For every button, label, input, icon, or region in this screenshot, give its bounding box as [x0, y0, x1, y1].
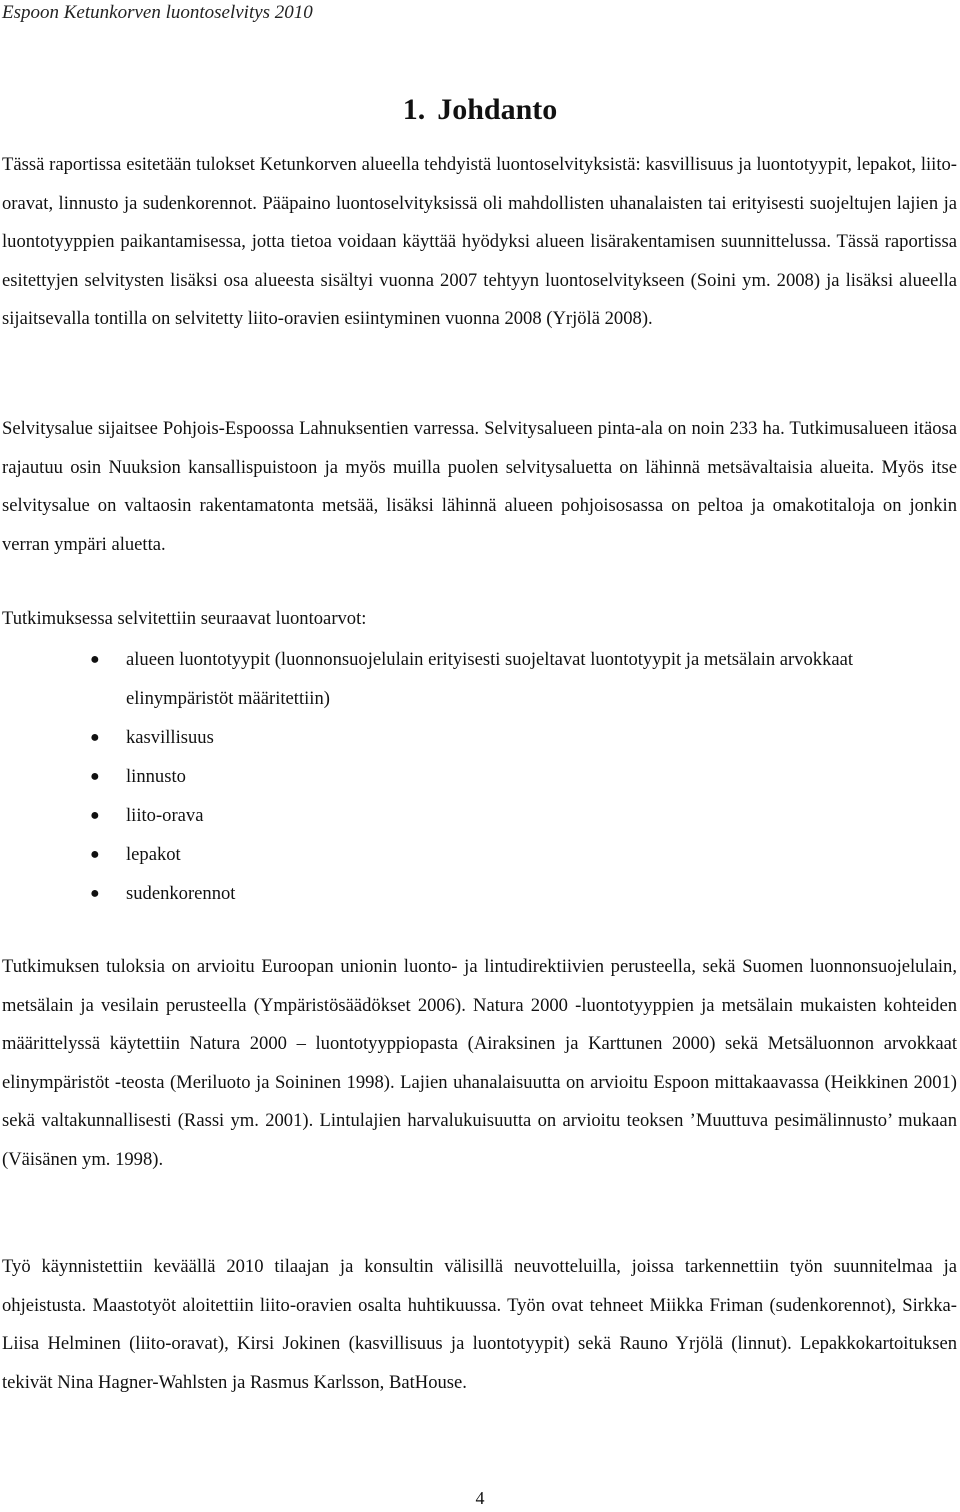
- study-area-paragraph: Selvitysalue sijaitsee Pohjois-Espoossa Lahnuksentien varressa. Selvitysalueen pinta-ala on noin 233 ha. Tutkimusalueen itäosa rajautuu osin Nuuksion kansallispuistoon ja myös muilla puolen selvitysaluetta on lähinnä metsävaltaisia alueita. Myös itse selvitysalue on valtaosin rakentamatonta metsää, lisäksi lähinnä alueen pohjoisosassa on peltoa ja omakotitaloja on jonkin verran ympäri aluetta.: [2, 418, 957, 555]
- list-item: [0, 718, 930, 757]
- list-item: [0, 874, 930, 913]
- nature-values-list: [0, 640, 930, 913]
- evaluation-paragraph: Tutkimuksen tuloksia on arvioitu Euroopan unionin luonto- ja lintudirektiivien perusteella, sekä Suomen luonnonsuojelulain, metsälain ja vesilain perusteella (Ympäristösäädökset 2006). Natura 2000 -luontotyyppien ja metsälain mukaisten kohteiden määrittelyssä käytettiin Natura 2000 – luontotyyppiopasta (Airaksinen ja Karttunen 2000) sekä Metsäluonnon arvokkaat elinympäristöt -teosta (Meriluoto ja Soininen 1998). Lajien uhanalaisuutta on arvioitu Espoon mittakaavassa (Heikkinen 2001) sekä valtakunnallisesti (Rassi ym. 2001). Lintulajien harvalukuisuutta on arvioitu teoksen ’Muuttuva pesimälinnusto’ mukaan (Väisänen ym. 1998).: [2, 956, 957, 1170]
- list-item-text: lepakot: [126, 844, 181, 865]
- list-item-text: sudenkorennot: [126, 883, 236, 904]
- intro-paragraph: Tässä raportissa esitetään tulokset Ketunkorven alueella tehdyistä luontoselvityksistä: kasvillisuus ja luontotyypit, lepakot, liito-oravat, linnusto ja sudenkorennot. Pääpaino luontoselvityksissä oli mahdollisten uhanalaisten tai erityisesti suojeltujen lajien ja luontotyyppien paikantamisessa, jotta tietoa voidaan käyttää hyödyksi alueen lisärakentamisen suunnittelussa. Tässä raportissa esitettyjen selvitysten lisäksi osa alueesta sisältyi vuonna 2007 tehtyyn luontoselvitykseen (Soini ym. 2008) ja lisäksi alueella sijaitsevalla tontilla on selvitetty liito-oravien esiintyminen vuonna 2008 (Yrjölä 2008).: [2, 154, 957, 330]
- work-paragraph: Työ käynnistettiin keväällä 2010 tilaajan ja konsultin välisillä neuvotteluilla, joissa tarkennettiin työn suunnitelmaa ja ohjeistusta. Maastotyöt aloitettiin liito-oravien osalta huhtikuussa. Työn ovat tehneet Miikka Friman (sudenkorennot), Sirkka-Liisa Helminen (liito-oravat), Kirsi Jokinen (kasvillisuus ja luontotyypit) sekä Rauno Yrjölä (linnut). Lepakkokartoituksen tekivät Nina Hagner-Wahlsten ja Rasmus Karlsson, BatHouse.: [2, 1256, 957, 1393]
- running-header: Espoon Ketunkorven luontoselvitys 2010: [2, 2, 313, 23]
- list-item: [0, 757, 930, 796]
- bullet-icon: ●: [90, 768, 100, 785]
- list-item: [0, 796, 930, 835]
- chapter-title-text: Johdanto: [437, 93, 558, 126]
- bullet-icon: ●: [90, 729, 100, 746]
- chapter-title: [0, 90, 960, 130]
- list-item: [0, 835, 930, 874]
- bullet-icon: ●: [90, 807, 100, 824]
- bullet-icon: ●: [90, 846, 100, 863]
- page-number: 4: [475, 1488, 485, 1508]
- values-intro-paragraph: Tutkimuksessa selvitettiin seuraavat luontoarvot:: [2, 608, 367, 629]
- bullet-icon: ●: [90, 651, 100, 668]
- chapter-number: 1.: [402, 93, 426, 126]
- list-item-text: linnusto: [126, 766, 186, 787]
- list-item-text: kasvillisuus: [126, 727, 214, 748]
- list-item-text: liito-orava: [126, 805, 204, 826]
- list-item: [0, 640, 930, 718]
- list-item-text: alueen luontotyypit (luonnonsuojelulain erityisesti suojeltavat luontotyypit ja metsälain arvokkaat elinympäristöt määritettiin): [126, 649, 854, 709]
- bullet-icon: ●: [90, 885, 100, 902]
